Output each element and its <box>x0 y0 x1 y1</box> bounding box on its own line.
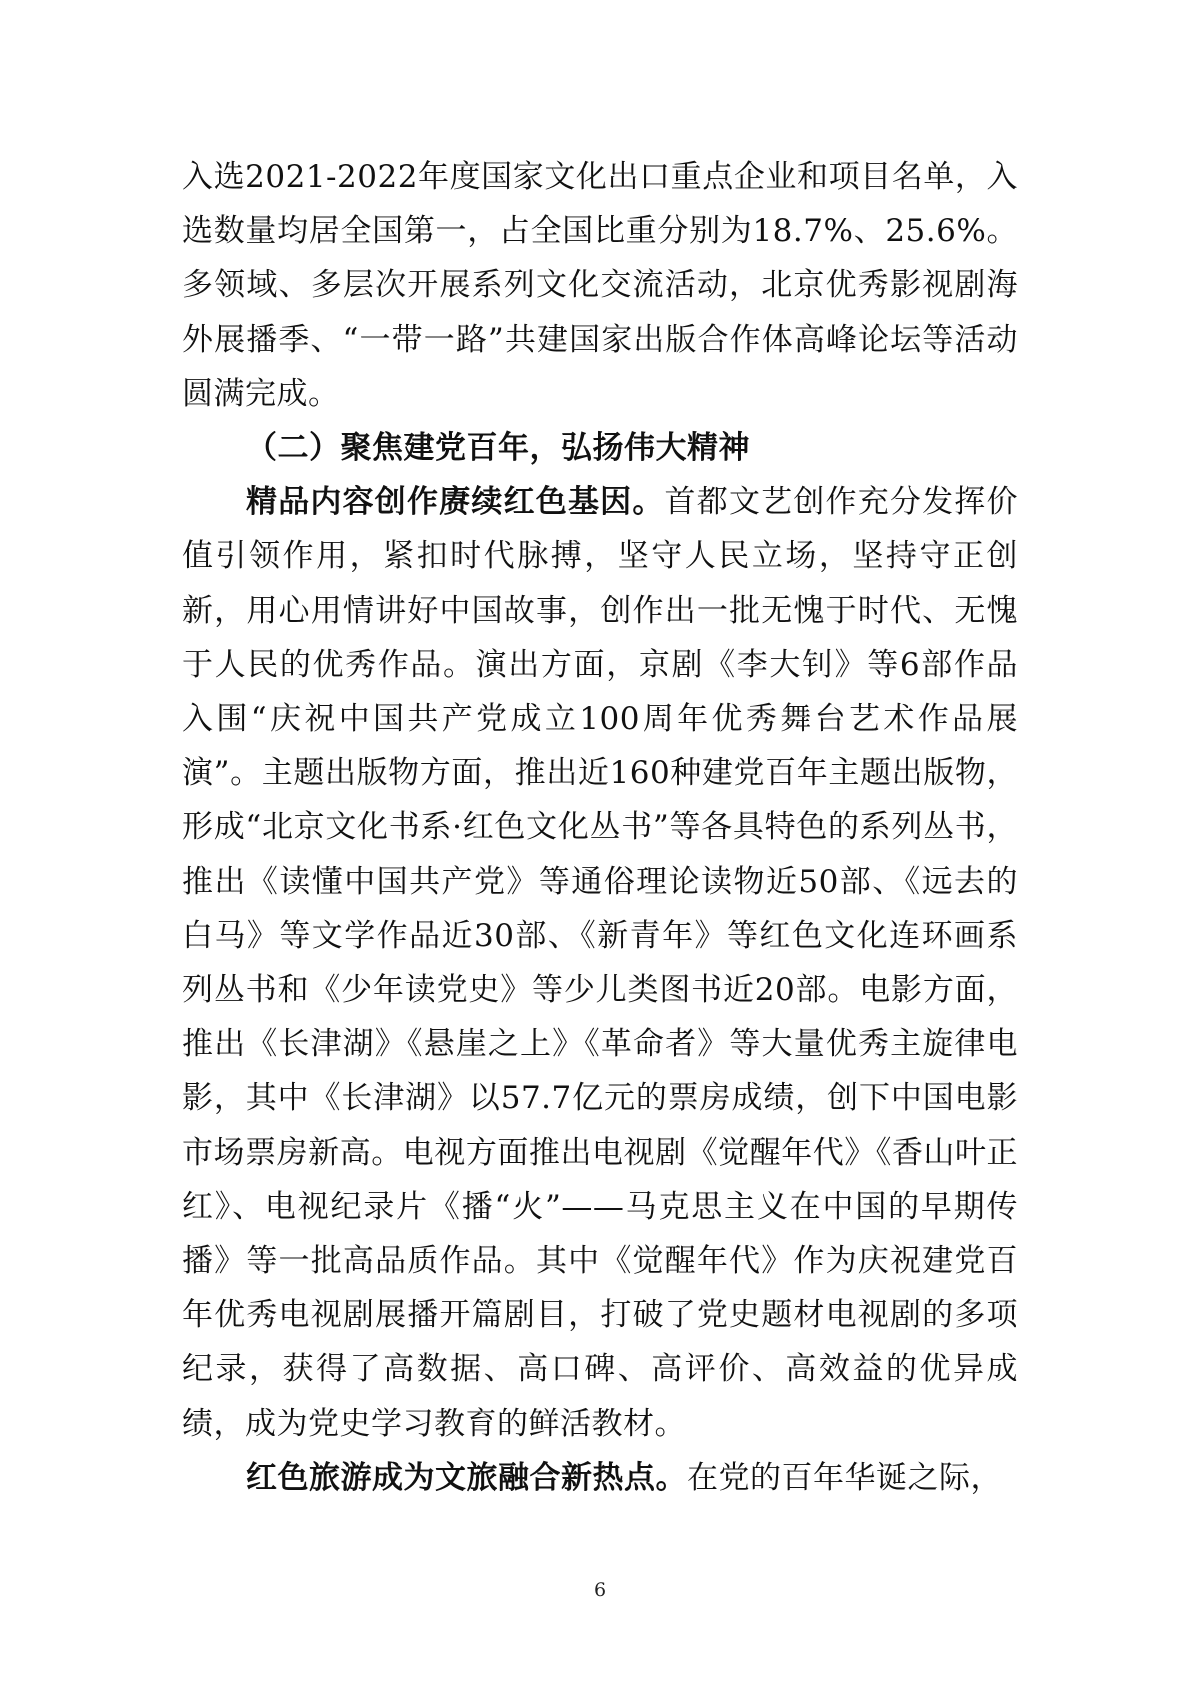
page-number: 6 <box>593 1579 607 1601</box>
section-heading: （二）聚焦建党百年，弘扬伟大精神 <box>246 430 750 467</box>
paragraph-lead-sentence: 精品内容创作赓续红色基因。 <box>246 484 665 521</box>
paragraph-red-content-creation <box>182 475 1018 1451</box>
paragraph-lead-sentence: 红色旅游成为文旅融合新热点。 <box>246 1459 687 1496</box>
paragraph-body-text: 在党的百年华诞之际， <box>687 1459 1002 1496</box>
paragraph-cultural-export: 入选2021-2022年度国家文化出口重点企业和项目名单，入选数量均居全国第一，占全国比重分别为18.7%、25.6%。多领域、多层次开展系列文化交流活动，北京优秀影视剧海外展播季、“一带一路”共建国家出版合作体高峰论坛等活动圆满完成。 <box>182 159 1018 412</box>
paragraph-body-text: 首都文艺创作充分发挥价值引领作用，紧扣时代脉搏，坚守人民立场，坚持守正创新，用心用情讲好中国故事，创作出一批无愧于时代、无愧于人民的优秀作品。演出方面，京剧《李大钊》等6部作品入围“庆祝中国共产党成立100周年优秀舞台艺术作品展演”。主题出版物方面，推出近160种建党百年主题出版物，形成“北京文化书系·红色文化丛书”等各具特色的系列丛书，推出《读懂中国共产党》等通俗理论读物近50部、《远去的白马》等文学作品近30部、《新青年》等红色文化连环画系列丛书和《少年读党史》等少儿类图书近20部。电影方面，推出《长津湖》《悬崖之上》《革命者》等大量优秀主旋律电影，其中《长津湖》以57.7亿元的票房成绩，创下中国电影市场票房新高。电视方面推出电视剧《觉醒年代》《香山叶正红》、电视纪录片《播“火”——马克思主义在中国的早期传播》等一批高品质作品。其中《觉醒年代》作为庆祝建党百年优秀电视剧展播开篇剧目，打破了党史题材电视剧的多项纪录，获得了高数据、高口碑、高评价、高效益的优异成绩，成为党史学习教育的鲜活教材。 <box>182 484 1019 1442</box>
document-body <box>182 150 1018 1505</box>
paragraph-red-tourism <box>182 1451 1018 1505</box>
